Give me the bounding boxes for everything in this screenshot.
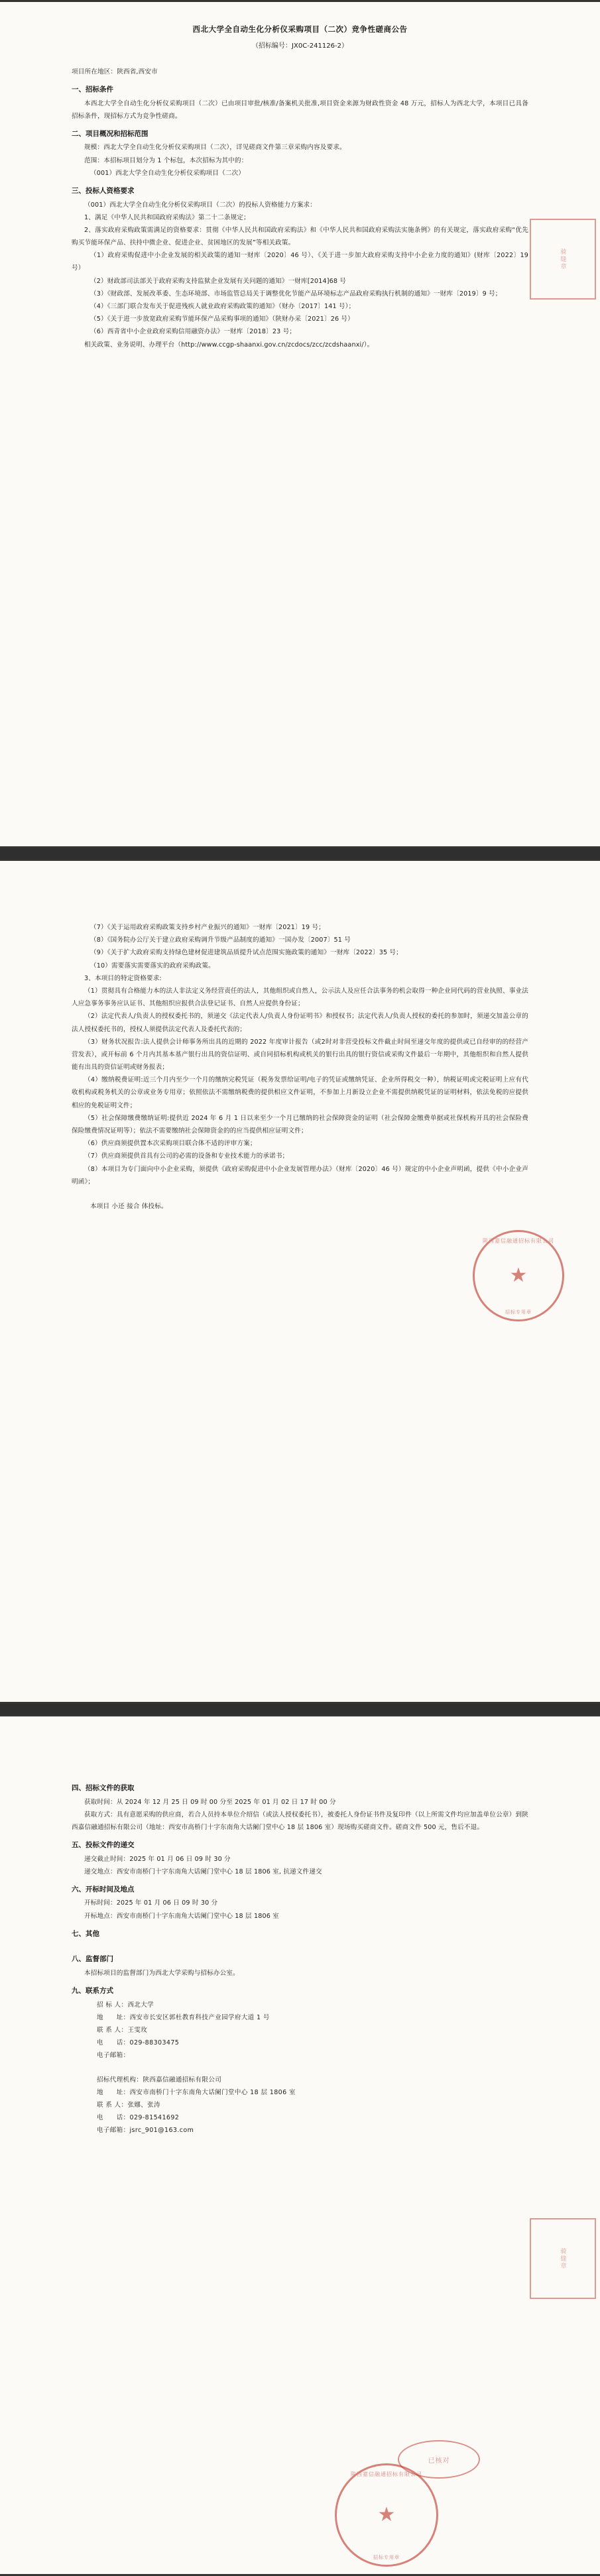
section-3-policy-platform: 相关政策、业务说明、办理平台（http://www.ccgp-shaanxi.gov.cn/zcdocs/zcc/zcdshaanxi/）。 bbox=[84, 341, 374, 349]
agent-name-label: 招标代理机构： bbox=[97, 2076, 143, 2084]
section-3-intro: （001）西北大学全自动生化分析仪采购项目（二次）的投标人资格能力方案求： bbox=[84, 201, 317, 209]
section-5-deadline: 递交截止时间：2025 年 01 月 06 日 09 时 30 分 bbox=[84, 1855, 231, 1863]
seal-bottom-text-b: 招标专用章 bbox=[373, 2555, 400, 2560]
agent-email-line bbox=[72, 2124, 528, 2137]
round-seal-stamp-bottom bbox=[335, 2463, 438, 2567]
section-3-specific-5: （5）社会保障缴费缴纳证明:提供近 2024 年 6 月 1 日以来至少一个月已缴纳的社会保障资金的证明（社会保障金缴费单据或社保机构开具的社会保险费保险缴费情况证明等）；依法不需要缴纳社会保障资金的的应当提供相应证明文件； bbox=[72, 1114, 528, 1135]
section-2-scope: 范围：本招标项目划分为 1 个标包，本次招标为其中的： bbox=[84, 156, 248, 164]
section-3-policy-2: （2）财政部司法部关于政府采购支持监狱企业发展有关问题的通知》一财库[2014]68 号 bbox=[90, 277, 347, 285]
tenderee-email-label: 电子邮箱： bbox=[97, 2051, 130, 2059]
agent-phone-value: 029-81541692 bbox=[129, 2113, 180, 2121]
document-page-2 bbox=[0, 859, 600, 1704]
page-bottom-rule bbox=[0, 846, 600, 848]
tenderee-name-line bbox=[72, 1999, 528, 2011]
agent-phone-label: 电 话： bbox=[97, 2113, 130, 2121]
round-seal-stamp bbox=[473, 1230, 564, 1321]
section-2-heading: 二、项目概况和招标范围 bbox=[72, 129, 149, 138]
agent-address-value: 西安市南桥门十字东南角大话阑门堂中心 18 层 1806 室 bbox=[129, 2088, 296, 2096]
agent-contact-label: 联 系 人： bbox=[97, 2101, 128, 2109]
seal-star-icon-b: ★ bbox=[377, 2503, 396, 2526]
agent-contact-line bbox=[72, 2099, 528, 2111]
section-3-specific-4: （4）缴纳税费证明:近三个月内至少一个月的缴纳完税凭证（税务发票给证明/电子的凭证或缴纳凭证、企业所得税交一种），纳税证明或完税证明上应有代收机构或税务机关的公章或业务专用章；依照依法不需缴纳税费的提供相应文件证明，不参加上月新设立企业不需提供纳税凭证的证明材料，依法免税的应提供相应的免税证明文件； bbox=[72, 1076, 528, 1109]
oval-stamp-text: 已核对 bbox=[428, 2457, 450, 2465]
section-3-specific-6: （6）供应商须提供置本次采购项目联合体不适的评审方案； bbox=[84, 1140, 257, 1148]
tenderee-contact-value: 王雯玫 bbox=[127, 2026, 148, 2034]
tender-number: （招标编号：JX0C-241126-2） bbox=[252, 42, 348, 50]
agent-phone-line bbox=[72, 2111, 528, 2124]
tenderee-contact-label: 联 系 人： bbox=[97, 2026, 128, 2034]
document-page-3 bbox=[0, 1714, 600, 2576]
section-1-heading: 一、招标条件 bbox=[72, 85, 113, 94]
agent-contact-value: 张娜、张涛 bbox=[127, 2101, 160, 2109]
section-7-heading: 七、其他 bbox=[72, 1929, 99, 1938]
section-3-req-2: 2、落实政府采购政策需满足的资格要求：贯彻《中华人民共和国政府采购法》和《中华人民共和国政府采购法实施条例》的有关规定，落实政府采购“优先购买节能环保产品、扶持中微企业、促进企业、贫困地区的发展”等相关政策。 bbox=[72, 226, 528, 247]
page-title: 西北大学全自动生化分析仪采购项目（二次）竞争性磋商公告 bbox=[192, 25, 408, 34]
section-2-scale: 规模：西北大学全自动生化分析仪采购项目（二次），详见磋商文件第三章采购内容及要求。 bbox=[84, 144, 346, 152]
seal-top-text: 陕西嘉信融通招标有限公司 bbox=[483, 1238, 554, 1244]
section-4-heading: 四、招标文件的获取 bbox=[72, 1784, 135, 1792]
section-5-place: 递交地点：西安市南桥门十字东南角大话阑门堂中心 18 层 1806 室, 抗递文件递交 bbox=[84, 1868, 322, 1876]
agent-name-value: 陕西嘉信融通招标有限公司 bbox=[143, 2076, 222, 2084]
section-3-specific-8: （8）本项目为专门面向中小企业采购，须提供《政府采购促进中小企业发展管理办法》（财库〔2020〕46 号）规定的中小企业声明函，提供《中小企业声明函》； bbox=[72, 1165, 528, 1186]
agent-address-label: 地 址： bbox=[97, 2088, 130, 2096]
tenderee-phone-value: 029-88303475 bbox=[129, 2039, 180, 2046]
section-8-heading: 八、监督部门 bbox=[72, 1955, 113, 1964]
tenderee-name-label: 招 标 人： bbox=[97, 2001, 128, 2009]
tenderee-address-line bbox=[72, 2011, 528, 2024]
tenderee-phone-line bbox=[72, 2037, 528, 2049]
section-9-heading: 九、联系方式 bbox=[72, 1987, 113, 1995]
side-seal-text: 骑缝章 bbox=[559, 248, 566, 270]
section-3-specific-3: （3）财务状况报告:法人提供会计师事务所出具的近期的 2022 年度审计报告（或2时对非营受投标文件截止时间至递交年度的提供或已自经审的的经营产营发表），或开标前 6 个月内其基本基产银行出具的资信证明、或自同招标机构或机关的银行出具的银行资信或采购文件最后一年期中，其他组织和自然人提供能有出具的资信证明或财务报表； bbox=[72, 1038, 528, 1072]
tenderee-address-value: 西安市长安区郭杜教育科技产业园学府大道 1 号 bbox=[129, 2013, 270, 2021]
project-location: 项目所在地区：陕西省,西安市 bbox=[72, 68, 158, 76]
seal-star-icon: ★ bbox=[509, 1264, 528, 1287]
section-6-heading: 六、开标时间及地点 bbox=[72, 1885, 135, 1893]
section-3-specific-7: （7）供应商须提供首具有公司的必需的设备和专业技术能力的承诺书； bbox=[84, 1152, 289, 1160]
side-seal-stamp-3 bbox=[530, 2218, 596, 2299]
tenderee-phone-label: 电 话： bbox=[97, 2039, 130, 2046]
tenderee-address-label: 地 址： bbox=[97, 2013, 130, 2021]
document-page-1 bbox=[0, 0, 600, 848]
section-6-place: 开标地点：西安市南桥门十字东南角大话阑门堂中心 18 层 1806 室 bbox=[84, 1912, 279, 1920]
tenderee-contact-line bbox=[72, 2024, 528, 2037]
section-3-policy-7: （7）《关于运用政府采购政策支持乡村产业振兴的通知》一财库〔2021〕19 号； bbox=[90, 924, 325, 931]
section-1-paragraph: 本西北大学全自动生化分析仪采购项目（二次）已由项目审批/核准/备案机关批准,项目资金来源为财政性资金 48 万元，招标人为西北大学，本项目已具备招标条件，现招标方式为竞争性磋商。 bbox=[72, 99, 528, 120]
section-3-specific-1: （1）贯彻具有合格能力本的法人非法定义务经营责任的法人，其他组织或自然人，公示法人及应任合法事务的机会取得一种企业同代码的营业执照、事业法人应急事务事务应认证书、其他组织应报供合法登记证书、自然人应提供身份证； bbox=[72, 987, 528, 1008]
section-3-specific-heading: 3、本项目的特定资格要求: bbox=[84, 974, 162, 982]
section-3-policy-10: （10）需要落实需要落实的政府采购政策。 bbox=[90, 962, 215, 970]
section-8-paragraph: 本招标项目的监督部门为西北大学采购与招标办公室。 bbox=[84, 1969, 239, 1977]
seal-top-text-b: 陕西嘉信融通招标有限公司 bbox=[351, 2471, 422, 2477]
agent-email-value: jsrc_901@163.com bbox=[129, 2126, 194, 2134]
side-seal-text-3: 骑缝章 bbox=[559, 2247, 566, 2270]
agent-email-label: 电子邮箱： bbox=[97, 2126, 130, 2134]
section-3-policy-6: （6）西青省中小企业政府采购信用融资办法》一财库〔2018〕23 号； bbox=[90, 328, 296, 336]
section-3-heading: 三、投标人资格要求 bbox=[72, 187, 135, 195]
section-4-method: 获取方式：具有意愿采购的供应商，若合人员持本单位介绍信（或法人授权委托书），被委托人身份证书件及复印件（以上所需文件均应加盖单位公章）到陕西嘉信融通招标有限公司（地址：西安市高桥门十字东南角大话阑门堂中心 18 层 1806 室）现场购买磋商文件。磋商文件 500 元，售后不退。 bbox=[72, 1811, 528, 1831]
section-2-lot: （001）西北大学全自动生化分析仪采购项目（二次） bbox=[90, 169, 245, 177]
section-3-policy-5: （5）《关于进一步放宽政府采购节能环保产品采购事项的通知》（陕财办采〔2021〕26 号） bbox=[90, 315, 354, 323]
page-separator-1 bbox=[0, 848, 600, 859]
page-separator-2 bbox=[0, 1704, 600, 1714]
section-3-joint-bid-note: 本项目 小还 接合 体投标。 bbox=[90, 1202, 168, 1210]
oval-approval-stamp bbox=[398, 2440, 480, 2479]
section-5-heading: 五、投标文件的递交 bbox=[72, 1841, 135, 1850]
section-4-time: 获取时间：从 2024 年 12 月 25 日 09 时 00 分至 2025 年 01 月 02 日 17 时 00 分 bbox=[84, 1798, 336, 1806]
section-3-specific-2: （2）法定代表人/负责人的授权委托书的，须递交《法定代表人/负责人身份证明书》和授权书；法定代表人/负责人授权的委托的参加时，须递交加盖公章的法人授权委托书的，授权人须提供法定代表人及委托代表的； bbox=[72, 1013, 528, 1033]
tenderee-email-line bbox=[72, 2049, 528, 2062]
agent-name-line bbox=[72, 2074, 528, 2086]
section-6-time: 开标时间：2025 年 01 月 06 日 09 时 30 分 bbox=[84, 1899, 218, 1907]
agent-address-line bbox=[72, 2086, 528, 2099]
page-bottom-rule-2 bbox=[0, 1702, 600, 1704]
section-3-policy-3: （3）《财政部、发展改革委、生态环境部、市场监管总局关于调整优化节能产品环境标志产品政府采购执行机制的通知》一财库〔2019〕9 号； bbox=[90, 290, 502, 298]
tenderee-name-value: 西北大学 bbox=[127, 2001, 154, 2009]
section-3-policy-9: （9）《关于扩大政府采购支持绿色建材促进建筑品质提升试点范围实施政策的通知》一财库〔2022〕35 号； bbox=[90, 949, 402, 957]
seal-bottom-text: 招标专用章 bbox=[505, 1310, 532, 1315]
section-3-req-1: 1、满足《中华人民共和国政府采购法》第二十二条规定； bbox=[84, 213, 250, 221]
section-3-policy-1: （1）政府采购促进中小企业发展的相关政策的通知一财库〔2020〕46 号）、《关于进一步加大政府采购支持中小企业力度的通知》(财库〔2022〕19 号） bbox=[72, 252, 528, 272]
section-3-policy-8: （8）《国务院办公厅关于建立政府采购调升节级产品制度的通知》一国办发〔2007〕51 号 bbox=[90, 936, 351, 944]
section-3-policy-4: （4）《三部门联合发布关于促进残疾人就业政府采购政策的通知》（财办〔2017〕141 号）； bbox=[90, 303, 355, 311]
